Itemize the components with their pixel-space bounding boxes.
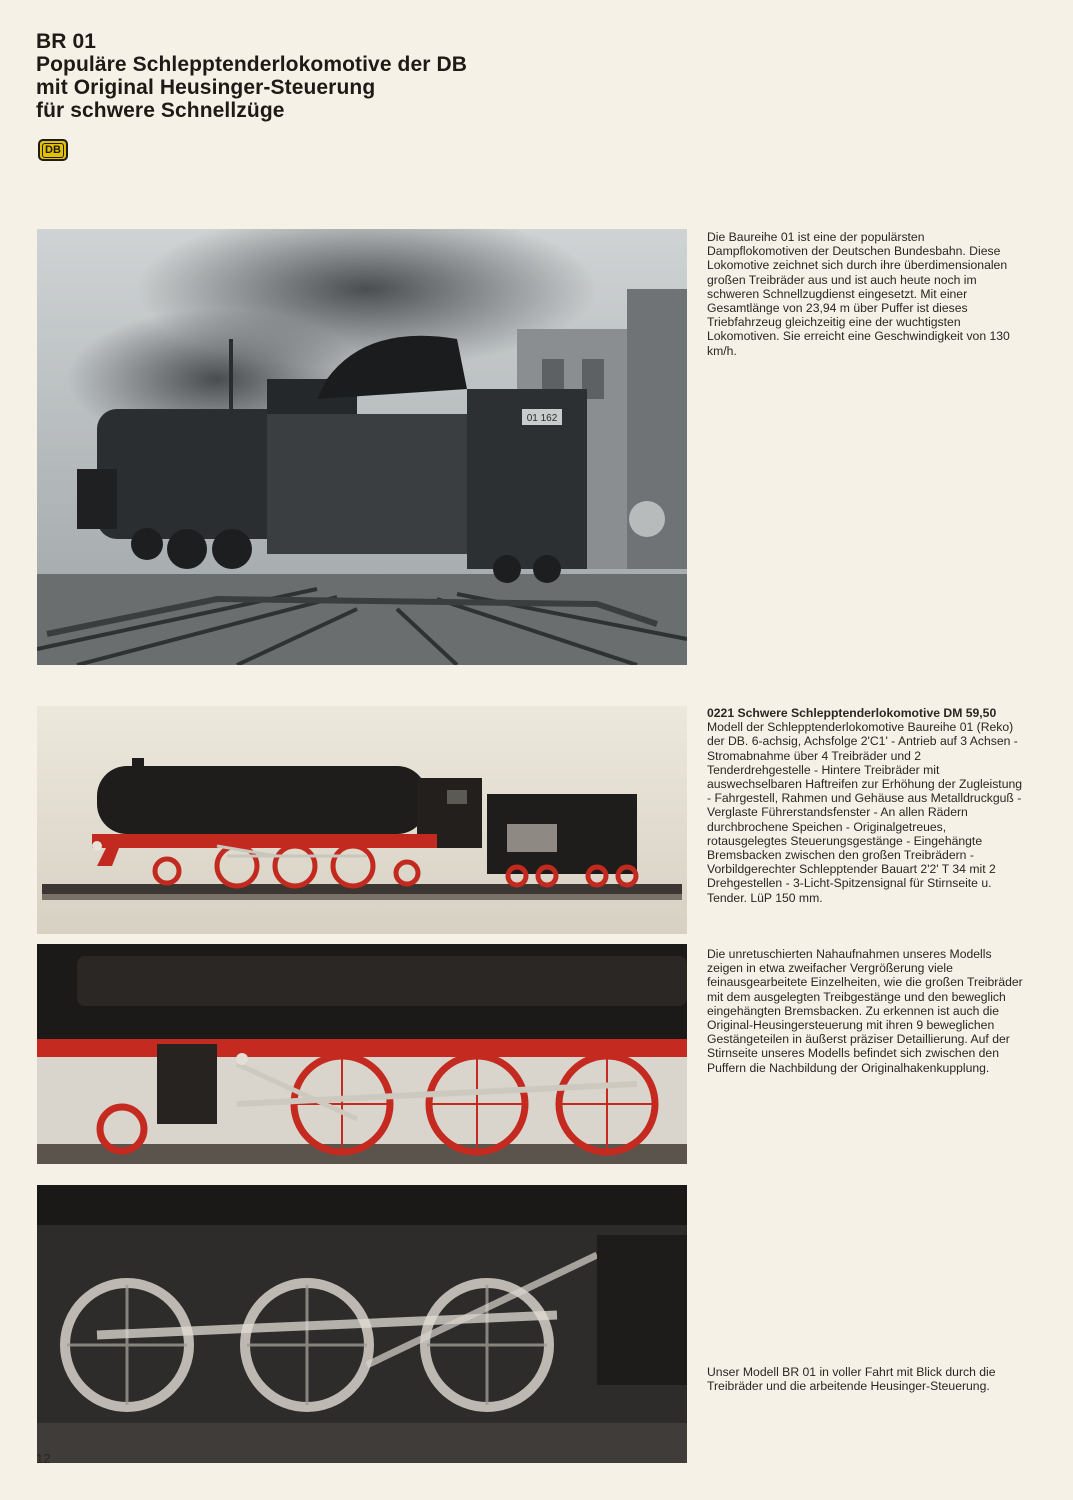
title-line-4: für schwere Schnellzüge	[36, 99, 285, 122]
product-heading: 0221 Schwere Schlepptenderlokomotive DM 59,50	[707, 706, 997, 720]
intro-text: Die Baureihe 01 ist eine der populärsten Dampflokomotiven der Deutschen Bundesbahn. Diese Lokomotive zeichnet sich durch ihre überdimensionalen großen Treibräder aus und ist auch heute noch im schweren Schnellzugdienst eingesetzt. Mit einer Gesamtlänge von 23,94 m über Puffer ist dieses Triebfahrzeug gleichzeitig eine der wuchtigsten Lokomotiven. Sie erreicht eine Geschwindigkeit von 130 km/h.	[707, 230, 1010, 358]
title-line-2: Populäre Schlepptenderlokomotive der DB	[36, 53, 467, 76]
page-title	[36, 30, 596, 122]
model-locomotive-photo	[37, 706, 687, 934]
title-line-1: BR 01	[36, 30, 97, 53]
detail-text: Die unretuschierten Nahaufnahmen unseres Modells zeigen in etwa zweifacher Vergrößerung viele feinausgearbeitete Einzelheiten, wie die großen Treibräder mit dem ausgelegten Treibgestänge und den beweglich eingehängten Bremsbacken. Zu erkennen ist auch die Original-Heusingersteuerung mit ihren 9 beweglichen Gestängeteilen in äußerst präziser Detaillierung. Auf der Stirnseite unseres Modells befindet sich zwischen den Puffern die Nachbildung der Originalhakenkupplung.	[707, 947, 1023, 1075]
db-logo-text: DB	[42, 143, 64, 158]
loco-number-plate: 01 162	[526, 413, 558, 424]
product-description	[707, 706, 1027, 905]
model-in-motion-photo	[37, 1185, 687, 1463]
product-body: Modell der Schlepptenderlokomotive Baureihe 01 (Reko) der DB. 6-achsig, Achsfolge 2'C1' - Antrieb auf 3 Achsen - Stromabnahme über 4 Treibräder und 2 Tenderdrehgestelle - Hintere Treibräder mit auswechselbaren Haftreifen zur Erhöhung der Zugleistung - Fahrgestell, Rahmen und Gehäuse aus Metalldruckguß - Verglaste Führerstandsfenster - An allen Rädern durchbrochene Speichen - Originalgetreues, rotausgelegtes Steuerungsgestänge - Eingehängte Bremsbacken zwischen den großen Treibrädern - Vorbildgerechter Schlepptender Bauart 2'2' T 34 mit 2 Drehgestellen - 3-Licht-Spitzensignal für Stirnseite u. Tender. LüP 150 mm.	[707, 720, 1023, 905]
page-number: 12	[36, 1451, 51, 1466]
photo-caption: Unser Modell BR 01 in voller Fahrt mit Blick durch die Treibräder und die arbeitende Heusinger-Steuerung.	[707, 1365, 996, 1394]
locomotive-photo-bw	[37, 229, 687, 665]
title-line-3: mit Original Heusinger-Steuerung	[36, 76, 376, 99]
db-logo-icon	[38, 139, 68, 161]
model-wheels-closeup-photo	[37, 944, 687, 1164]
